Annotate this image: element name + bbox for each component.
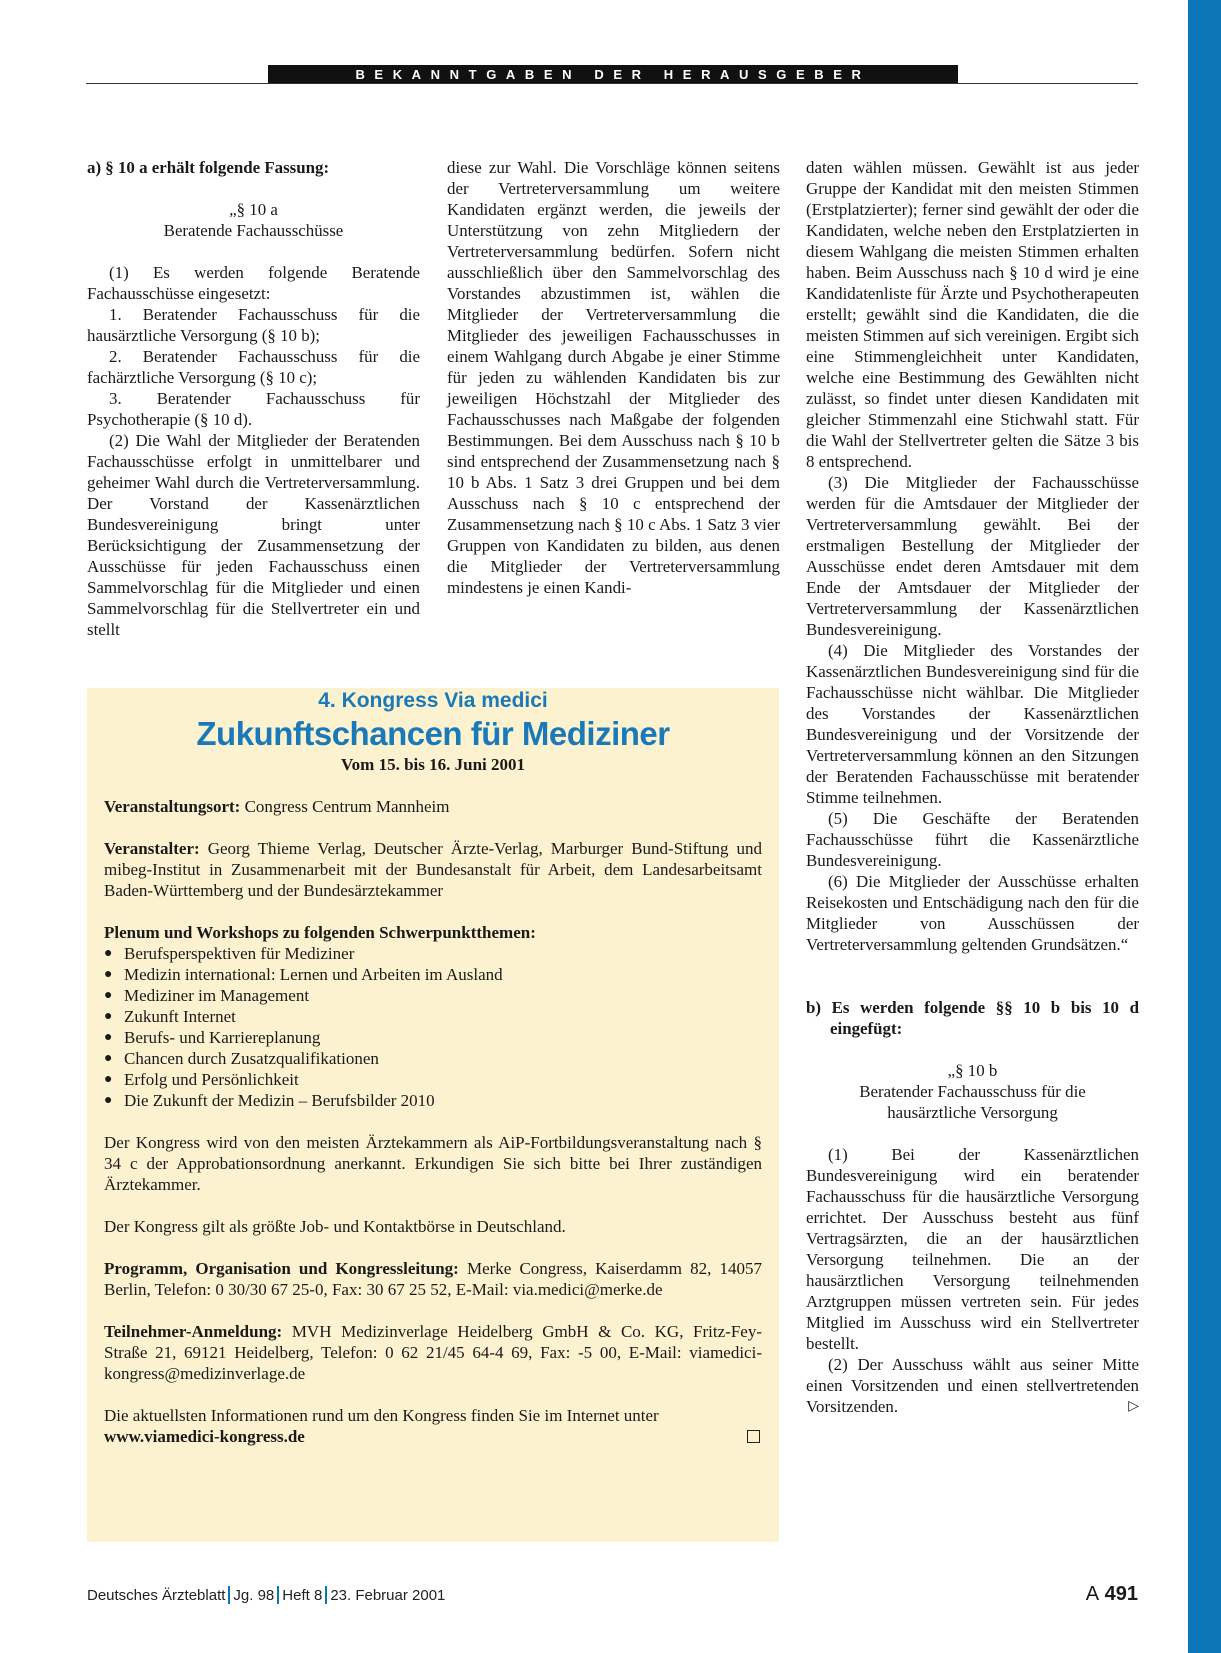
section-title: Beratende Fachausschüsse: [163, 221, 344, 240]
kongress-headline: Zukunftschancen für Mediziner: [196, 715, 670, 752]
section-title: Beratender Fachausschuss für die: [859, 1082, 1086, 1101]
footer: [87, 1586, 445, 1606]
venue: Veranstaltungsort: Congress Centrum Mannheim: [104, 797, 450, 816]
section-title: hausärztliche Versorgung: [887, 1103, 1058, 1122]
paragraph-b2: (2) Der Ausschuss wählt aus seiner Mitte einen Vorsitzenden und einen stellvertretenden Vorsitzenden. ▷: [806, 1355, 1139, 1416]
paragraph-continued: daten wählen müssen. Gewählt ist aus jeder Gruppe der Kandidat mit den meisten Stimmen (Erstplatzierter); ferner sind gewählt der oder die Kandidaten, welche neben den Erstplatzierten in diesem Wahlgang die meisten Stimmen erhalten haben. Beim Ausschuss nach § 10 d wird je eine Kandidatenliste für Ärzte und Psychotherapeuten erstellt; gewählt sind die Kandidaten, die die meisten Stimmen auf sich vereinigen. Ergibt sich eine Stimmengleichheit unter Kandidaten, welche eine Bestimmung des Gewählten nicht zulässt, so findet unter diesen Kandidaten mit gleicher Stimmenzahl eine Stichwahl statt. Für die Wahl der Stellvertreter gelten die Sätze 3 bis 8 entsprechend.: [806, 158, 1140, 471]
right-edge-bar: [1188, 0, 1221, 1653]
topics-heading: Plenum und Workshops zu folgenden Schwerpunktthemen:: [104, 923, 536, 942]
paragraph-1: (1) Es werden folgende Beratende Fachausschüsse eingesetzt:: [87, 263, 420, 303]
column-3: [806, 157, 1139, 1417]
kongress-date: Vom 15. bis 16. Juni 2001: [340, 755, 526, 774]
kongress-kicker: 4. Kongress Via medici: [318, 689, 548, 712]
list-item: ● Chancen durch Zusatzqualifikationen: [104, 1048, 762, 1069]
issue-date: 23. Februar 2001: [330, 1587, 446, 1604]
topics-list: [104, 943, 762, 1111]
list-item: ● Berufs- und Karriereplanung: [104, 1027, 762, 1048]
paragraph-2: (2) Die Wahl der Mitglieder der Beratenden Fachausschüsse erfolgt in unmittelbarer und geheimer Wahl durch die Vertreterversammlung. Der Vorstand der Kassenärztlichen Bundesvereinigung bringt unter Berücksichtigung der Zusammensetzung der Ausschüsse für jeden Fachausschuss einen Sammelvorschlag für die Mitglieder und einen Sammelvorschlag für die Stellvertreter ein und stellt: [87, 431, 420, 639]
list-item: 3. Beratender Fachausschuss für Psychotherapie (§ 10 d).: [87, 389, 420, 429]
job-fair-note: Der Kongress gilt als größte Job- und Kontaktbörse in Deutschland.: [104, 1217, 566, 1236]
divider: [228, 1586, 230, 1604]
header-rule: [86, 83, 1138, 84]
column-2: [447, 157, 780, 598]
end-mark-icon: [747, 1430, 760, 1443]
continue-arrow-icon: ▷: [1128, 1399, 1139, 1414]
list-item: 1. Beratender Fachausschuss für die hausärztliche Versorgung (§ 10 b);: [87, 305, 420, 345]
organizer: Veranstalter: Georg Thieme Verlag, Deutscher Ärzte-Verlag, Marburger Bund-Stiftung und mibeg-Institut in Zusammenarbeit mit der Bundesanstalt für Arbeit, dem Landesarbeitsamt Baden-Württemberg und der Bundesärztekammer: [104, 839, 762, 900]
issue: Heft 8: [282, 1587, 323, 1604]
divider: [325, 1586, 327, 1604]
page-number: A 491: [1085, 1583, 1138, 1605]
list-item: 2. Beratender Fachausschuss für die fachärztliche Versorgung (§ 10 c);: [87, 347, 420, 387]
section-number: „§ 10 a: [229, 200, 278, 219]
info-text: Die aktuellsten Informationen rund um den Kongress finden Sie im Internet unter: [104, 1406, 659, 1425]
paragraph-4: (4) Die Mitglieder des Vorstandes der Kassenärztlichen Bundesvereinigung sind für die Fachausschüsse nicht wählbar. Die Mitglieder des Vorstandes der Kassenärztlichen Bundesvereinigung und der Vorsitzende der Vertreterversammlung können an den Sitzungen der Beratenden Fachausschüsse mit beratender Stimme teilnehmen.: [806, 641, 1139, 807]
divider: [277, 1586, 279, 1604]
list-item: ● Medizin international: Lernen und Arbeiten im Ausland: [104, 964, 762, 985]
paragraph-6: (6) Die Mitglieder der Ausschüsse erhalten Reisekosten und Entschädigung nach den für die Mitglieder von Ausschüssen der Vertreterversammlung geltenden Grundsätzen.“: [806, 872, 1139, 954]
paragraph-b1: (1) Bei der Kassenärztlichen Bundesvereinigung wird ein beratender Fachausschuss für die hausärztliche Versorgung errichtet. Der Ausschuss besteht aus fünf Vertragsärzten, die an der hausärztlichen Versorgung teilnehmen. Die an der hausärztlichen Versorgung teilnehmenden Arztgruppen müssen vertreten sein. Für jedes Mitglied im Ausschuss wird ein Stellvertreter bestellt.: [806, 1145, 1139, 1353]
list-item: ● Berufsperspektiven für Mediziner: [104, 943, 762, 964]
journal-name: Deutsches Ärzteblatt: [87, 1587, 226, 1604]
list-item: ● Erfolg und Persönlichkeit: [104, 1069, 762, 1090]
list-item: ● Die Zukunft der Medizin – Berufsbilder 2010: [104, 1090, 762, 1111]
registration-contact: Teilnehmer-Anmeldung: MVH Medizinverlage Heidelberg GmbH & Co. KG, Fritz-Fey-Straße 21, 69121 Heidelberg, Telefon: 0 62 21/45 64-4 69, Fax: -5 00, E-Mail: viamedici-kongress@medizinverlage.de: [104, 1322, 762, 1383]
paragraph-5: (5) Die Geschäfte der Beratenden Fachausschüsse führt die Kassenärztliche Bundesvereinigung.: [806, 809, 1139, 870]
section-header: BEKANNTGABEN DER HERAUSGEBER: [268, 65, 958, 84]
aip-note: Der Kongress wird von den meisten Ärztekammern als AiP-Fortbildungsveranstaltung nach § 34 c der Approbationsordnung anerkannt. Erkundigen Sie sich bitte bei Ihrer zuständigen Ärztekammer.: [104, 1133, 762, 1194]
website-link[interactable]: www.viamedici-kongress.de: [104, 1427, 305, 1446]
program-contact: Programm, Organisation und Kongressleitung: Merke Congress, Kaiserdamm 82, 14057 Berlin, Telefon: 0 30/30 67 25-0, Fax: 30 67 25 52, E-Mail: via.medici@merke.de: [104, 1259, 762, 1299]
list-item: ● Zukunft Internet: [104, 1006, 762, 1027]
volume: Jg. 98: [233, 1587, 275, 1604]
paragraph-continued: diese zur Wahl. Die Vorschläge können seitens der Vertreterversammlung um weitere Kandidaten ergänzt werden, die jeweils der Unterstützung von zehn Mitgliedern der Vertreterversammlung bedürfen. Sofern nicht ausschließlich über den Sammelvorschlag des Vorstandes abzustimmen ist, wählen die Mitglieder der Vertreterversammlung die Mitglieder des jeweiligen Fachausschusses in einem Wahlgang durch Abgabe je einer Stimme für jeden zu wählenden Kandidaten bis zur jeweiligen Höchstzahl der Mitglieder des Fachausschusses nach Maßgabe der folgenden Bestimmungen. Bei dem Ausschuss nach § 10 b sind entsprechend der Zusammensetzung nach § 10 b Abs. 1 Satz 3 drei Gruppen und bei dem Ausschuss nach § 10 c entsprechend der Zusammensetzung nach § 10 c Abs. 1 Satz 3 vier Gruppen von Kandidaten zu bilden, aus denen die Mitglieder der Vertreterversammlung mindestens je einen Kandi-: [447, 158, 780, 597]
column-1: [87, 157, 420, 640]
paragraph-3: (3) Die Mitglieder der Fachausschüsse werden für die Amtsdauer der Mitglieder der Vertreterversammlung gewählt. Bei der erstmaligen Bestellung der Mitglieder der Ausschüsse endet deren Amtsdauer mit dem Ende der Amtsdauer der Mitglieder der Vertreterversammlung der Kassenärztlichen Bundesvereinigung.: [806, 473, 1139, 639]
amendment-heading-a: a) § 10 a erhält folgende Fassung:: [87, 158, 330, 177]
section-number: „§ 10 b: [947, 1061, 998, 1080]
kongress-box: [87, 688, 779, 1542]
list-item: ● Mediziner im Management: [104, 985, 762, 1006]
amendment-heading-b: b) Es werden folgende §§ 10 b bis 10 d eingefügt:: [806, 998, 1139, 1038]
